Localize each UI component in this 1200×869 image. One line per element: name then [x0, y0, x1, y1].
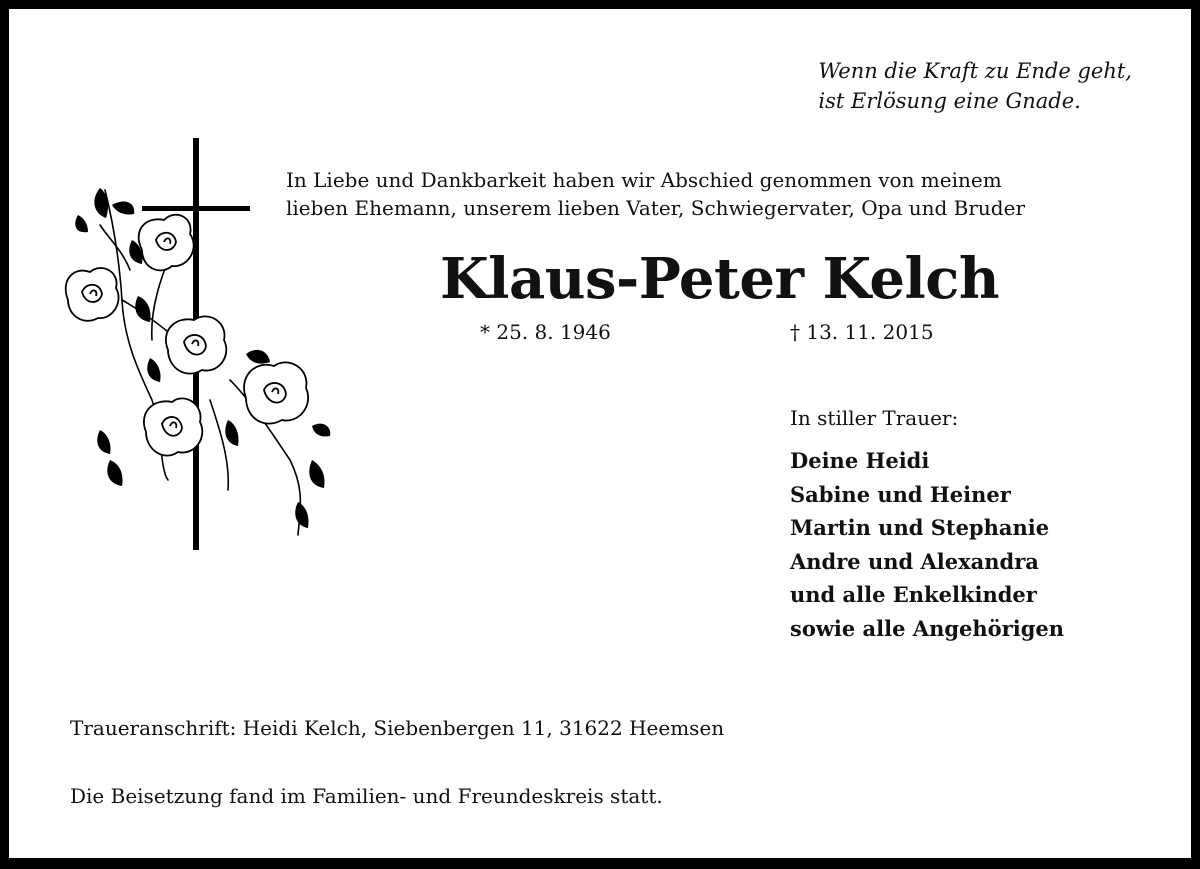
mourners-list	[790, 444, 1064, 645]
mourning-address: Traueranschrift: Heidi Kelch, Siebenbergen 11, 31622 Heemsen	[70, 716, 725, 740]
mourner-item: sowie alle Angehörigen	[790, 615, 1065, 641]
deceased-name: Klaus-Peter Kelch	[440, 246, 1000, 312]
burial-note: Die Beisetzung fand im Familien- und Freundeskreis statt.	[70, 784, 663, 808]
intro-line-2: lieben Ehemann, unserem lieben Vater, Schwiegervater, Opa und Bruder	[286, 196, 1026, 220]
motto-line-2: ist Erlösung eine Gnade.	[818, 89, 1081, 113]
death-date: † 13. 11. 2015	[790, 320, 934, 344]
birth-date: * 25. 8. 1946	[480, 320, 611, 344]
mourner-item: Martin und Stephanie	[790, 515, 1050, 540]
motto-line-1: Wenn die Kraft zu Ende geht,	[818, 59, 1132, 83]
mourner-item: und alle Enkelkinder	[790, 582, 1037, 607]
motto	[818, 56, 1132, 116]
mourner-item: Sabine und Heiner	[790, 481, 1011, 507]
intro-text	[286, 166, 1025, 222]
intro-line-1: In Liebe und Dankbarkeit haben wir Abschied genommen von meinem	[286, 168, 1002, 192]
mourner-item: Andre und Alexandra	[790, 548, 1039, 574]
mourner-item: Deine Heidi	[790, 448, 930, 473]
mourning-label: In stiller Trauer:	[790, 406, 959, 430]
